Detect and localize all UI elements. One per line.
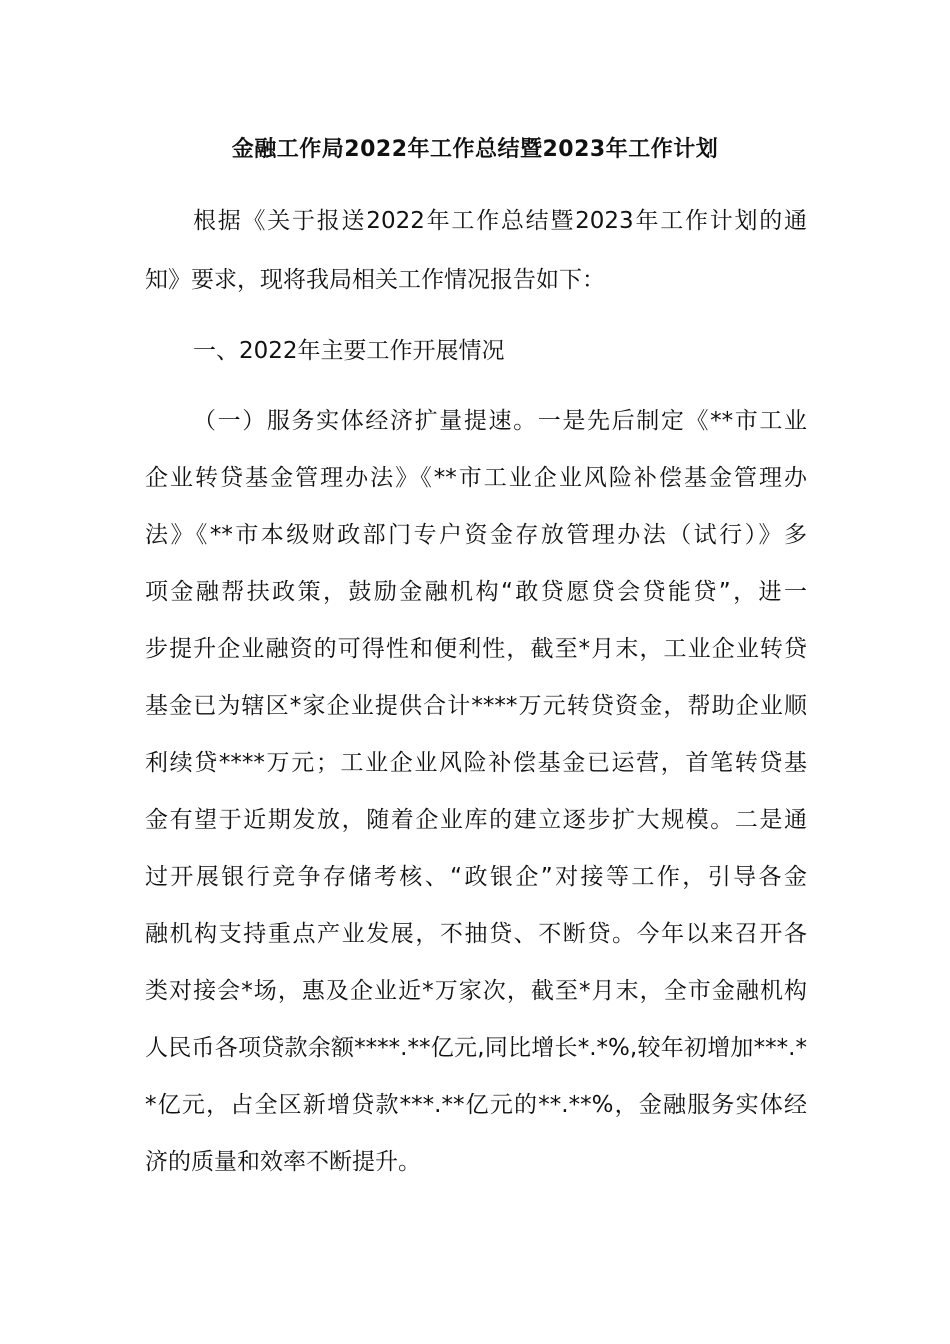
paragraph-1-line-12: 人民币各项贷款余额****.**亿元,同比增长*.*%,较年初增加***.* xyxy=(145,1035,807,1061)
paragraph-1-line-11: 类对接会*场，惠及企业近*万家次，截至*月末，全市金融机构 xyxy=(145,978,807,1004)
paragraph-1-line-10: 融机构支持重点产业发展，不抽贷、不断贷。今年以来召开各 xyxy=(145,921,807,947)
paragraph-1-line-13: *亿元，占全区新增贷款***.**亿元的**.**%，金融服务实体经 xyxy=(145,1092,807,1118)
paragraph-1-line-5: 步提升企业融资的可得性和便利性，截至*月末，工业企业转贷 xyxy=(145,636,807,662)
intro-line-2: 知》要求，现将我局相关工作情况报告如下： xyxy=(145,267,605,293)
paragraph-1-line-9: 过开展银行竞争存储考核、“政银企”对接等工作，引导各金 xyxy=(145,864,807,890)
paragraph-1-line-6: 基金已为辖区*家企业提供合计****万元转贷资金，帮助企业顺 xyxy=(145,693,807,719)
paragraph-1-line-14: 济的质量和效率不断提升。 xyxy=(145,1149,421,1175)
paragraph-1-line-8: 金有望于近期发放，随着企业库的建立逐步扩大规模。二是通 xyxy=(145,807,807,833)
paragraph-1-line-1: （一）服务实体经济扩量提速。一是先后制定《**市工业 xyxy=(193,408,807,434)
intro-line-1: 根据《关于报送2022年工作总结暨2023年工作计划的通 xyxy=(193,208,807,234)
paragraph-1-line-7: 利续贷****万元；工业企业风险补偿基金已运营，首笔转贷基 xyxy=(145,750,807,776)
paragraph-1-line-3: 法》《**市本级财政部门专户资金存放管理办法（试行）》多 xyxy=(145,522,807,548)
paragraph-1-line-4: 项金融帮扶政策，鼓励金融机构“敢贷愿贷会贷能贷”，进一 xyxy=(145,579,807,605)
document-title: 金融工作局2022年工作总结暨2023年工作计划 xyxy=(231,137,719,162)
section-heading: 一、2022年主要工作开展情况 xyxy=(193,338,505,364)
paragraph-1-line-2: 企业转贷基金管理办法》《**市工业企业风险补偿基金管理办 xyxy=(145,465,807,491)
